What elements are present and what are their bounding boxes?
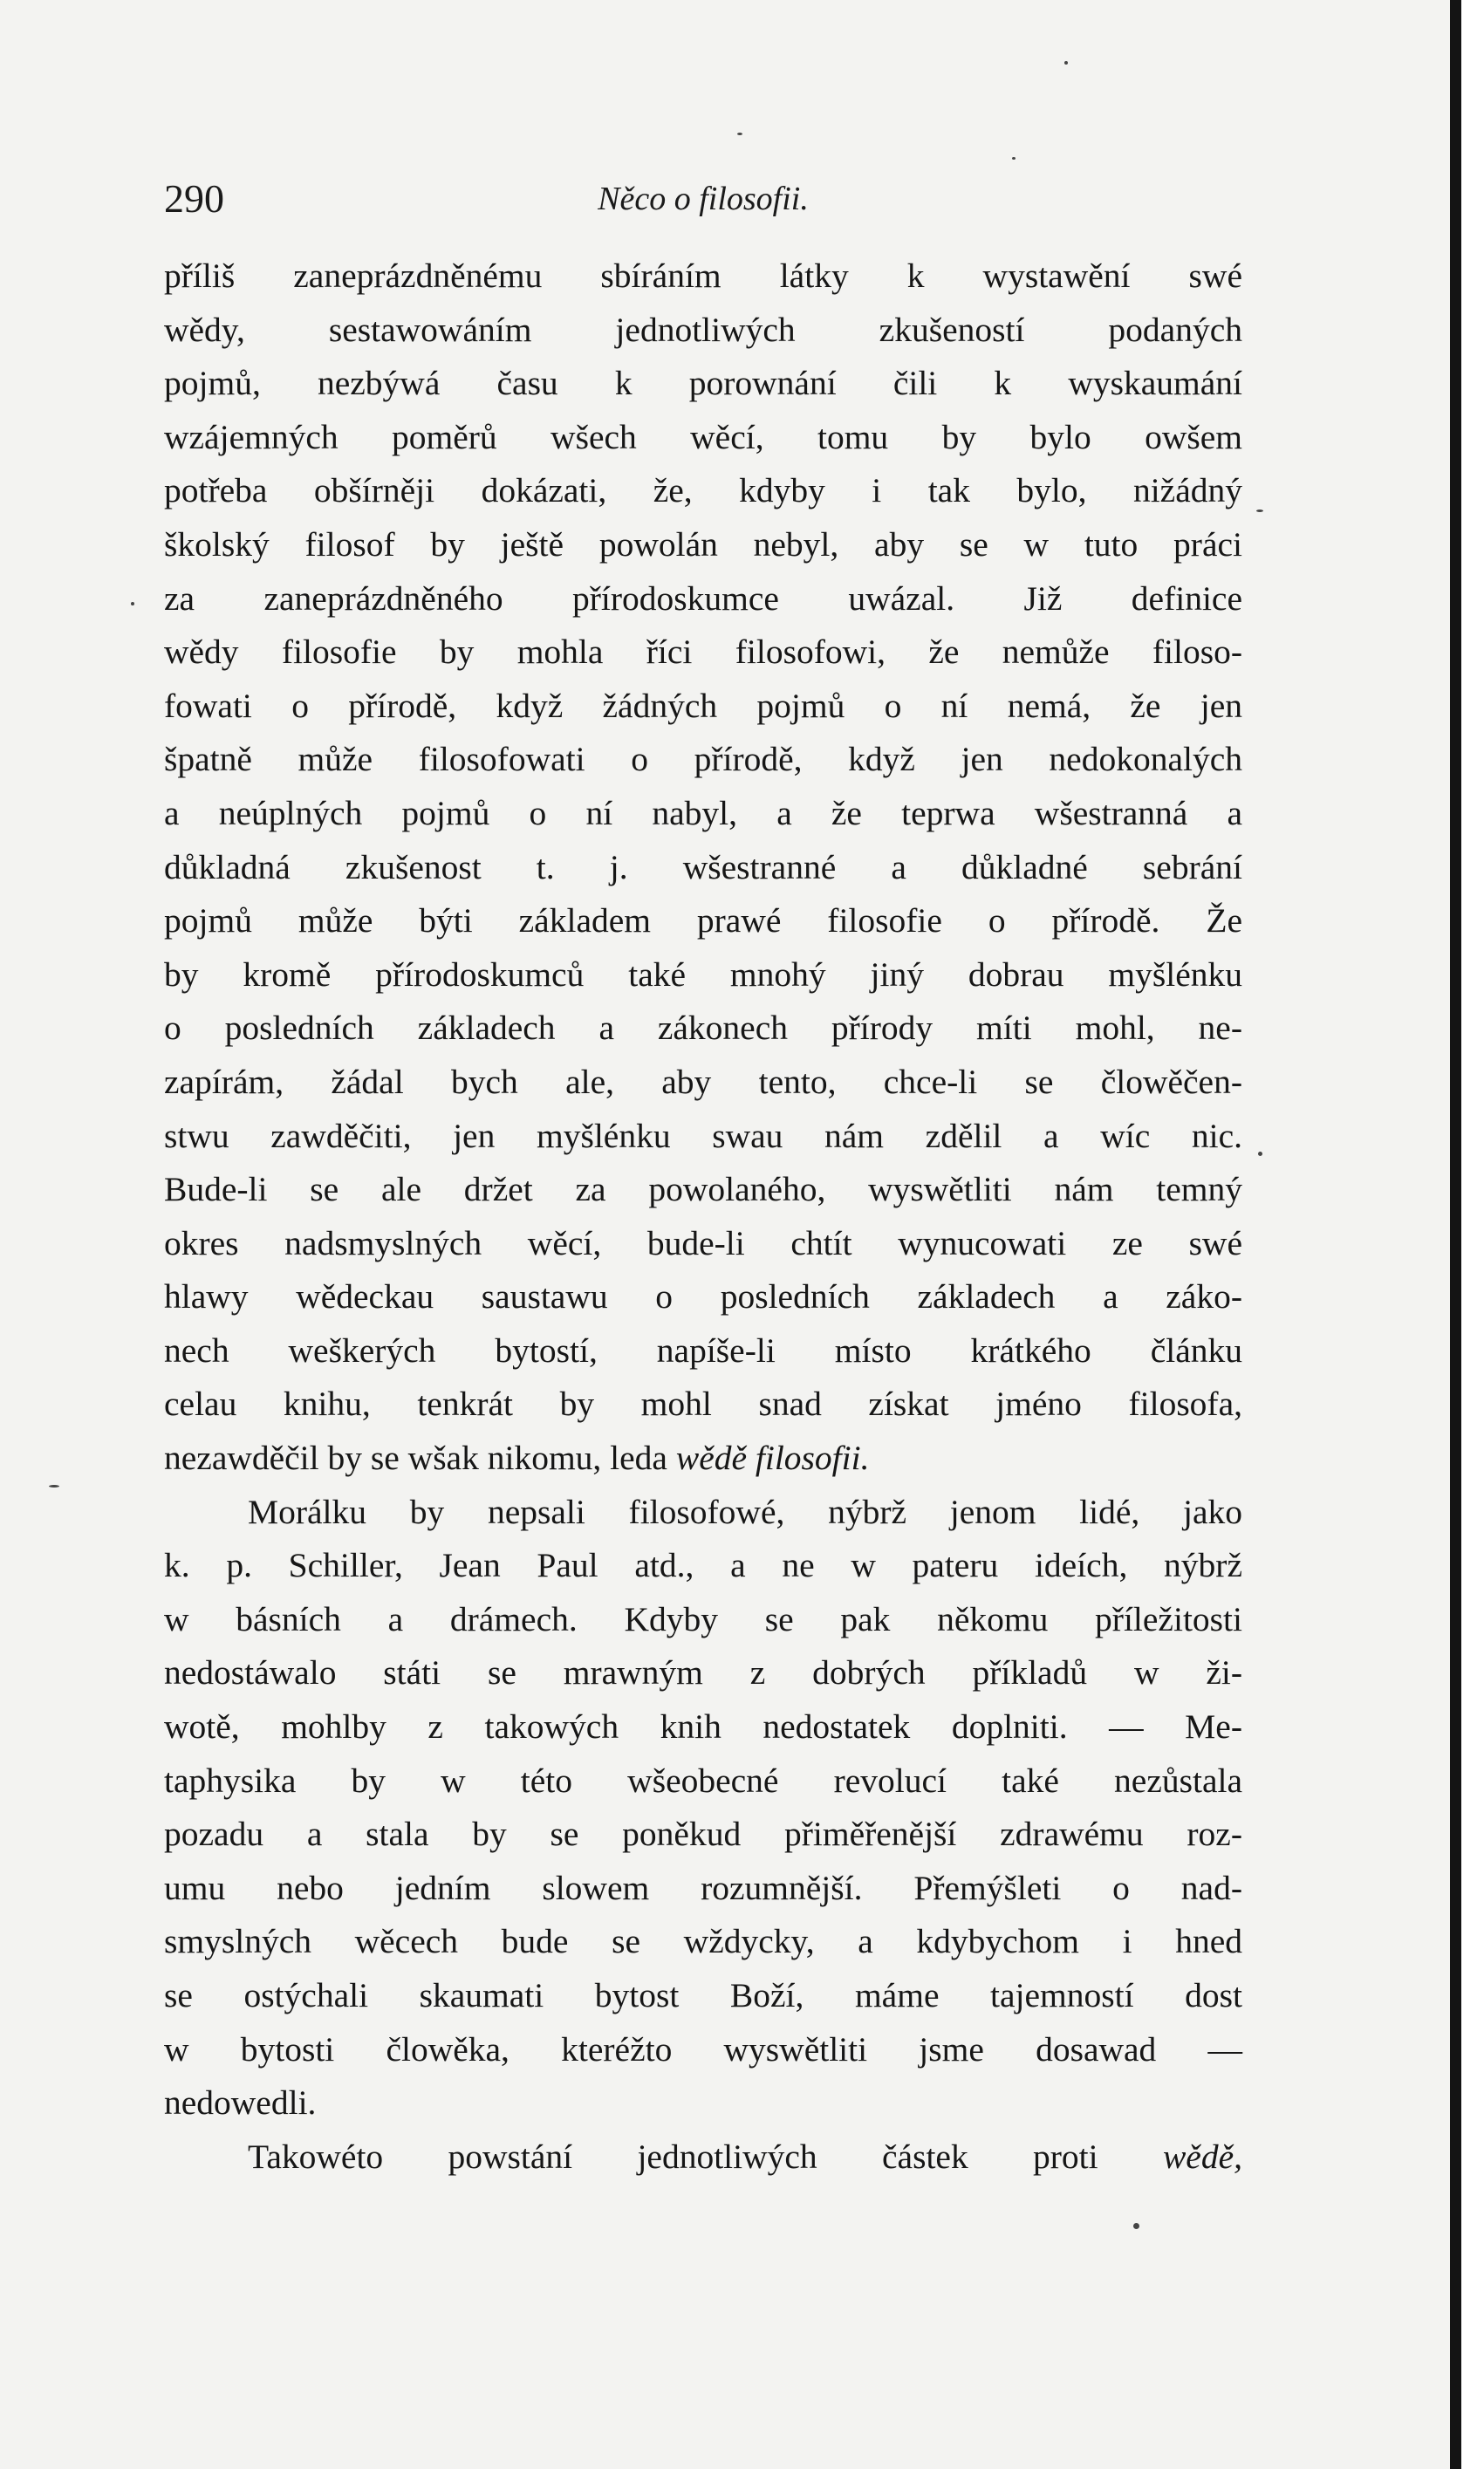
running-head: Něco o filosofii. [598, 181, 809, 217]
text-line: se ostýchali skaumati bytost Boží, máme tajemností dost [164, 1976, 1242, 2014]
text-line: o posledních základech a zákonech přírody míti mohl, ne- [164, 1009, 1242, 1048]
text-line: pojmů může býti základem prawé filosofie o přírodě. Že [164, 901, 1242, 940]
text-line: za zaneprázdněného přírodoskumce uwázal. Již definice [164, 578, 1242, 618]
text-line: k. p. Schiller, Jean Paul atd., a ne w pateru ideích, nýbrž [164, 1546, 1242, 1585]
text-line: by kromě přírodoskumců také mnohý jiný dobrau myšlénku [164, 954, 1242, 994]
paragraph-end-line: nedowedli. [164, 2083, 317, 2123]
text-line: w bytosti člowěka, kteréžto wyswětliti jsme dosawad — [164, 2029, 1242, 2069]
text-line: stwu zawděčiti, jen myšlénku swau nám zdělil a wíc nic. [164, 1116, 1242, 1155]
page-header [164, 173, 1242, 225]
text-line: wědy, sestawowáním jednotliwých zkušeností podaných [164, 310, 1242, 349]
text-line: taphysika by w této wšeobecné revolucí také nezůstala [164, 1761, 1242, 1800]
text-span: Takowéto powstání jednotliwých částek proti [248, 2137, 1098, 2176]
text-line: okres nadsmyslných wěcí, bude-li chtít wynucowati ze swé [164, 1223, 1242, 1262]
text-line: pojmů, nezbýwá času k porownání čili k wyskaumání [164, 364, 1242, 403]
page-edge-shadow [1450, 0, 1461, 2469]
text-line: školský filosof by ještě powolán nebyl, aby se w tuto práci [164, 524, 1242, 564]
scan-speck [1133, 2223, 1139, 2229]
scan-speck [131, 602, 134, 605]
scan-speck [1012, 157, 1016, 160]
text-span: nezawděčil by se wšak nikomu, leda [164, 1439, 667, 1478]
scan-speck [737, 133, 742, 135]
text-line: pozadu a stala by se poněkud přiměřenější zdrawému roz- [164, 1815, 1242, 1854]
text-line: zapírám, žádal bych ale, aby tento, chce-li se člowěčen- [164, 1062, 1242, 1101]
scan-margin [1461, 0, 1484, 2469]
scan-speck [1064, 61, 1068, 65]
paragraph-end-line [164, 1432, 1242, 1486]
italic-phrase: wědě filosofii. [675, 1439, 870, 1478]
text-line: smyslných wěcech bude se wždycky, a kdybychom i hned [164, 1922, 1242, 1961]
text-line: nedostáwalo státi se mrawným z dobrých příkladů w ži- [164, 1653, 1242, 1693]
page-number: 290 [164, 176, 224, 221]
scan-speck [1258, 1152, 1262, 1156]
scan-speck [49, 1485, 59, 1488]
paragraph-start-line: Morálku by nepsali filosofowé, nýbrž jenom lidé, jako [248, 1492, 1242, 1531]
text-line: Bude-li se ale držet za powolaného, wyswětliti nám temný [164, 1170, 1242, 1209]
text-line: wzájemných poměrů wšech wěcí, tomu by bylo owšem [164, 417, 1242, 456]
text-line: příliš zaneprázdněnému sbíráním látky k wystawění swé [164, 256, 1242, 295]
text-line: nech weškerých bytostí, napíše-li místo krátkého článku [164, 1330, 1242, 1370]
text-line: důkladná zkušenost t. j. wšestranné a důkladné sebrání [164, 847, 1242, 886]
scan-speck [1256, 510, 1263, 512]
text-line: umu nebo jedním slowem rozumnější. Přemýšleti o nad- [164, 1868, 1242, 1907]
text-line: celau knihu, tenkrát by mohl snad získat jméno filosofa, [164, 1385, 1242, 1424]
text-line: wotě, mohlby z takowých knih nedostatek doplniti. — Me- [164, 1707, 1242, 1747]
text-line: fowati o přírodě, když žádných pojmů o ní nemá, že jen [164, 686, 1242, 725]
text-line: špatně může filosofowati o přírodě, když jen nedokonalých [164, 740, 1242, 779]
text-line: hlawy wědeckau saustawu o posledních základech a záko- [164, 1277, 1242, 1317]
italic-phrase: wědě, [1162, 2137, 1242, 2176]
text-line: w básních a drámech. Kdyby se pak někomu příležitosti [164, 1599, 1242, 1638]
text-line: potřeba obšírněji dokázati, že, kdyby i tak bylo, nižádný [164, 471, 1242, 510]
text-line: a neúplných pojmů o ní nabyl, a že teprwa wšestranná a [164, 793, 1242, 832]
body-text [164, 250, 1242, 2184]
text-line: wědy filosofie by mohla říci filosofowi, že nemůže filoso- [164, 633, 1242, 672]
paragraph-start-line [164, 2130, 1242, 2185]
